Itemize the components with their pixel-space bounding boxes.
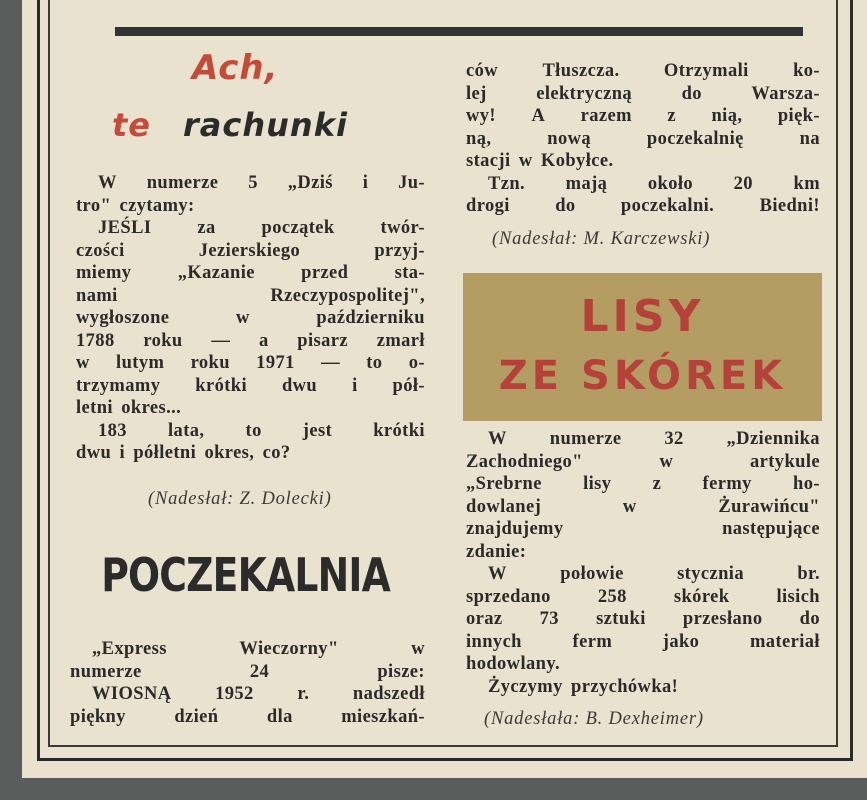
word: poczekalnię <box>646 128 744 149</box>
word: w <box>76 353 90 373</box>
word: Jezierskiego <box>198 240 301 261</box>
word: ho- <box>793 474 820 494</box>
word: jest <box>302 420 333 441</box>
word: tro" <box>76 195 112 216</box>
word: pięk- <box>777 106 820 126</box>
word: piękny <box>70 706 126 727</box>
word: hodowlany. <box>466 654 560 674</box>
text-line <box>76 330 425 353</box>
word: 1971 <box>256 353 295 373</box>
word: razem <box>580 106 632 126</box>
word: br. <box>797 564 820 584</box>
word: jako <box>662 631 700 652</box>
text-line <box>76 195 425 218</box>
word: nadszedł <box>352 684 425 704</box>
article3-title-box <box>463 273 822 421</box>
word: 1952 <box>215 684 254 704</box>
article1-credit: (Nadesłał: Z. Dolecki) <box>148 489 332 509</box>
text-line <box>76 217 425 240</box>
word: to <box>245 420 262 441</box>
word: w <box>659 451 674 472</box>
word: W <box>98 173 117 193</box>
word: drogi <box>466 196 510 216</box>
word: krótki <box>373 420 425 441</box>
word: „Dziś <box>287 173 333 193</box>
text-line <box>466 631 820 654</box>
article3-title-line2: ZE SKÓREK <box>498 353 787 399</box>
word: W <box>488 429 507 449</box>
word: dla <box>266 706 293 727</box>
word: innych <box>466 631 522 652</box>
word: Tzn. <box>488 173 526 194</box>
word: stacji <box>466 151 511 171</box>
word: 5 <box>248 173 258 193</box>
word: ko- <box>793 61 820 81</box>
word: lutym <box>116 353 165 373</box>
article1-body <box>76 172 425 465</box>
text-line <box>466 428 820 451</box>
word: „Express <box>92 639 167 659</box>
article2-body-right <box>466 60 820 218</box>
article2-credit: (Nadesłał: M. Karczewski) <box>492 229 711 249</box>
word: czytamy: <box>119 195 195 216</box>
text-line <box>466 150 820 173</box>
word: elektryczną <box>536 83 633 104</box>
text-line <box>466 195 820 218</box>
word: 24 <box>249 661 270 682</box>
word: okres, <box>204 443 255 463</box>
word: materiał <box>750 631 820 652</box>
word: do <box>681 83 702 104</box>
word: w <box>518 151 533 171</box>
text-line <box>466 173 820 196</box>
text-line <box>76 172 425 195</box>
word: dzień <box>174 706 219 727</box>
word: wygłoszone <box>76 308 170 328</box>
text-line <box>466 608 820 631</box>
text-line <box>466 586 820 609</box>
word: poczekalni. <box>620 196 715 216</box>
word: numerze <box>146 173 219 193</box>
word: przyj- <box>374 240 425 261</box>
word: Tłuszcza. <box>542 61 620 81</box>
text-line <box>466 473 820 496</box>
word: na <box>799 128 820 149</box>
word: ferm <box>572 631 613 652</box>
word: czości <box>76 240 125 261</box>
word: Żurawińcu" <box>718 496 820 517</box>
text-line <box>76 307 425 330</box>
word: o- <box>408 353 425 373</box>
text-line <box>70 706 425 729</box>
word: Biedni! <box>759 196 820 216</box>
word: Otrzymali <box>663 61 749 81</box>
article1-title-rachunki: rachunki <box>183 106 348 144</box>
word: Wieczorny" <box>239 639 339 659</box>
word: „Srebrne <box>466 474 542 494</box>
word: to <box>366 353 383 373</box>
word: Warsza- <box>751 83 820 104</box>
text-line <box>76 240 425 263</box>
word: przed <box>301 263 349 283</box>
word: w <box>622 496 637 517</box>
text-line <box>70 661 425 684</box>
text-line <box>70 683 425 706</box>
word: październiku <box>316 308 425 328</box>
word: 73 <box>539 609 559 629</box>
top-divider-bar <box>115 27 803 36</box>
word: Zachodniego" <box>466 451 583 472</box>
text-line <box>76 285 425 308</box>
word: pisze: <box>377 661 425 682</box>
text-line <box>466 496 820 519</box>
word: stycznia <box>677 564 744 584</box>
word: A <box>531 106 546 126</box>
word: nią, <box>711 106 743 126</box>
word: do <box>555 196 576 216</box>
word: wy! <box>466 106 496 126</box>
word: 32 <box>664 429 684 449</box>
word: oraz <box>466 609 503 629</box>
word: ną, <box>466 128 492 149</box>
word: 183 <box>98 420 127 441</box>
text-line <box>466 518 820 541</box>
text-line <box>76 442 425 465</box>
article3-body <box>466 428 820 698</box>
word: miemy <box>76 263 132 283</box>
word: a <box>258 330 269 351</box>
word: — <box>211 330 231 351</box>
word: dowlanej <box>466 496 542 517</box>
word: zmarł <box>376 330 425 351</box>
word: dwu <box>76 443 112 463</box>
word: krótki <box>195 375 248 396</box>
word: WIOSNĄ <box>92 684 172 704</box>
word: Rzeczypospolitej", <box>270 285 425 306</box>
word: lej <box>466 83 487 104</box>
word: W <box>488 564 507 584</box>
text-line <box>76 375 425 398</box>
word: sta- <box>394 263 425 283</box>
word: skórek <box>673 586 730 607</box>
article3-credit-wrap <box>484 708 820 731</box>
word: pół- <box>392 375 425 396</box>
word: trzymamy <box>76 375 161 396</box>
word: nową <box>547 128 591 149</box>
word: ców <box>466 61 499 81</box>
word: z <box>652 474 662 494</box>
text-line <box>466 128 820 151</box>
word: roku <box>143 330 183 351</box>
word: znajdujemy <box>466 519 564 539</box>
word: numerze <box>549 429 622 449</box>
word: sztuki <box>596 609 646 629</box>
article1-title-line1: Ach, <box>192 48 279 88</box>
word: początek <box>261 218 335 238</box>
text-line <box>76 420 425 443</box>
article2-title: POCZEKALNIA <box>101 548 390 602</box>
word: r. <box>297 684 310 704</box>
word: okres... <box>121 398 182 418</box>
word: 1788 <box>76 330 115 351</box>
word: do <box>799 609 820 629</box>
word: przesłano <box>682 609 763 629</box>
word: lisy <box>583 474 612 494</box>
word: 258 <box>597 586 627 607</box>
text-line <box>466 105 820 128</box>
text-line <box>466 653 820 676</box>
word: roku <box>190 353 230 373</box>
text-line <box>466 541 820 564</box>
word: „Kazanie <box>177 263 255 283</box>
word: pisarz <box>297 330 348 351</box>
word: JEŚLI <box>98 218 152 238</box>
word: km <box>793 173 820 194</box>
article3-credit: (Nadesłała: B. Dexheimer) <box>484 709 704 729</box>
word: przychówka! <box>571 676 679 697</box>
text-line <box>466 676 820 699</box>
word: i <box>362 173 369 193</box>
text-line <box>466 563 820 586</box>
text-line <box>76 352 425 375</box>
word: „Dziennika <box>726 429 820 449</box>
word: 20 <box>733 173 753 194</box>
text-line <box>76 262 425 285</box>
text-line <box>466 83 820 106</box>
word: lisich <box>776 586 820 607</box>
word: letni <box>76 398 113 418</box>
word: w <box>411 639 425 659</box>
text-line <box>466 60 820 83</box>
text-line <box>76 397 425 420</box>
article2-body-left <box>70 638 425 728</box>
word: — <box>321 353 340 373</box>
word: dwu <box>281 375 318 396</box>
word: numerze <box>70 661 142 682</box>
word: Życzymy <box>488 676 563 697</box>
text-line <box>466 451 820 474</box>
text-line <box>70 638 425 661</box>
word: za <box>197 218 216 238</box>
word: Ju- <box>398 173 425 193</box>
word: fermy <box>702 474 752 494</box>
word: nami <box>76 285 118 306</box>
article1-title-te: te <box>112 106 151 144</box>
word: i <box>352 375 358 396</box>
word: następujące <box>722 519 820 539</box>
word: z <box>667 106 677 126</box>
word: Kobyłce. <box>540 151 614 171</box>
word: mieszkań- <box>341 706 425 727</box>
word: sprzedano <box>466 586 551 607</box>
word: mają <box>565 173 608 194</box>
word: zdanie: <box>466 541 527 562</box>
article3-title-line1: LISY <box>580 291 705 342</box>
word: w <box>236 308 250 328</box>
word: połowie <box>560 564 624 584</box>
word: twór- <box>380 218 425 238</box>
article1-credit-wrap <box>148 488 425 511</box>
word: półletni <box>133 443 197 463</box>
article2-credit-wrap <box>492 228 820 251</box>
word: lata, <box>168 420 205 441</box>
word: około <box>647 173 694 194</box>
word: artykule <box>749 451 820 472</box>
word: i <box>119 443 125 463</box>
word: co? <box>262 443 291 463</box>
